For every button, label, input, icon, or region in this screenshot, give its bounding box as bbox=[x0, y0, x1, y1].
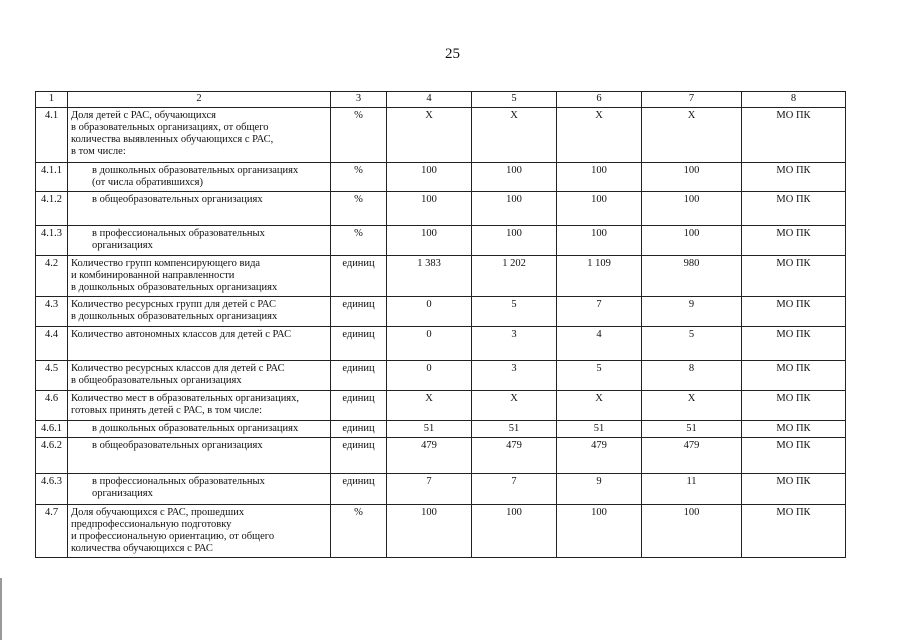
row-value-col5: 7 bbox=[472, 474, 557, 505]
row-value-col6: 100 bbox=[557, 192, 642, 226]
row-unit: % bbox=[331, 108, 387, 163]
row-value-col4: 51 bbox=[387, 421, 472, 438]
row-indicator-text: в общеобразовательных организациях bbox=[68, 438, 331, 474]
row-unit: % bbox=[331, 192, 387, 226]
row-value-col7: 11 bbox=[642, 474, 742, 505]
header-cell: 6 bbox=[557, 92, 642, 108]
row-value-col4: 100 bbox=[387, 192, 472, 226]
row-value-col7: Х bbox=[642, 391, 742, 421]
row-number: 4.6 bbox=[36, 391, 68, 421]
row-number: 4.1.2 bbox=[36, 192, 68, 226]
row-unit: единиц bbox=[331, 391, 387, 421]
row-value-col7: 980 bbox=[642, 256, 742, 297]
row-value-col6: 100 bbox=[557, 163, 642, 192]
table-row bbox=[36, 163, 846, 192]
table-row bbox=[36, 297, 846, 327]
table-row bbox=[36, 474, 846, 505]
row-number: 4.3 bbox=[36, 297, 68, 327]
row-value-col6: 1 109 bbox=[557, 256, 642, 297]
row-unit: % bbox=[331, 226, 387, 256]
row-indicator-text: Количество ресурсных групп для детей с РАС в дошкольных образовательных организациях bbox=[68, 297, 331, 327]
row-unit: единиц bbox=[331, 256, 387, 297]
row-indicator-text: в дошкольных образовательных организациях bbox=[68, 421, 331, 438]
row-value-col4: 100 bbox=[387, 163, 472, 192]
row-unit: единиц bbox=[331, 297, 387, 327]
row-value-col7: 51 bbox=[642, 421, 742, 438]
row-executor: МО ПК bbox=[742, 108, 846, 163]
table-row bbox=[36, 192, 846, 226]
row-indicator-text: в дошкольных образовательных организациях (от числа обратившихся) bbox=[68, 163, 331, 192]
header-cell: 7 bbox=[642, 92, 742, 108]
header-cell: 3 bbox=[331, 92, 387, 108]
row-indicator-text: Количество автономных классов для детей с РАС bbox=[68, 327, 331, 361]
row-executor: МО ПК bbox=[742, 226, 846, 256]
row-value-col5: Х bbox=[472, 391, 557, 421]
row-value-col6: 9 bbox=[557, 474, 642, 505]
row-value-col6: 4 bbox=[557, 327, 642, 361]
row-number: 4.1.3 bbox=[36, 226, 68, 256]
row-number: 4.6.2 bbox=[36, 438, 68, 474]
page-number: 25 bbox=[445, 46, 460, 62]
row-indicator-text: в общеобразовательных организациях bbox=[68, 192, 331, 226]
table-row bbox=[36, 327, 846, 361]
row-value-col5: 100 bbox=[472, 163, 557, 192]
row-value-col6: Х bbox=[557, 108, 642, 163]
row-value-col7: 9 bbox=[642, 297, 742, 327]
table-row bbox=[36, 361, 846, 391]
row-indicator-text: Количество ресурсных классов для детей с РАС в общеобразовательных организациях bbox=[68, 361, 331, 391]
row-executor: МО ПК bbox=[742, 474, 846, 505]
row-value-col6: 100 bbox=[557, 505, 642, 558]
row-value-col5: 1 202 bbox=[472, 256, 557, 297]
row-value-col4: 100 bbox=[387, 505, 472, 558]
row-value-col4: Х bbox=[387, 391, 472, 421]
row-value-col5: 3 bbox=[472, 327, 557, 361]
row-number: 4.4 bbox=[36, 327, 68, 361]
row-number: 4.6.3 bbox=[36, 474, 68, 505]
table-row bbox=[36, 226, 846, 256]
row-value-col7: 100 bbox=[642, 192, 742, 226]
row-indicator-text: в профессиональных образовательных организациях bbox=[68, 226, 331, 256]
row-value-col6: 5 bbox=[557, 361, 642, 391]
row-value-col4: 0 bbox=[387, 297, 472, 327]
row-value-col4: Х bbox=[387, 108, 472, 163]
row-number: 4.2 bbox=[36, 256, 68, 297]
row-value-col4: 479 bbox=[387, 438, 472, 474]
row-value-col6: 479 bbox=[557, 438, 642, 474]
table-row bbox=[36, 256, 846, 297]
row-value-col7: 8 bbox=[642, 361, 742, 391]
header-row bbox=[36, 92, 846, 108]
row-unit: единиц bbox=[331, 361, 387, 391]
row-executor: МО ПК bbox=[742, 327, 846, 361]
indicator-table bbox=[35, 91, 846, 558]
row-value-col7: Х bbox=[642, 108, 742, 163]
row-value-col6: Х bbox=[557, 391, 642, 421]
row-executor: МО ПК bbox=[742, 192, 846, 226]
table-row bbox=[36, 108, 846, 163]
row-number: 4.1 bbox=[36, 108, 68, 163]
table-row bbox=[36, 421, 846, 438]
row-value-col7: 100 bbox=[642, 163, 742, 192]
row-indicator-text: Количество групп компенсирующего вида и комбинированной направленности в дошкольных образовательных организациях bbox=[68, 256, 331, 297]
row-value-col5: 100 bbox=[472, 505, 557, 558]
header-cell: 8 bbox=[742, 92, 846, 108]
row-value-col7: 5 bbox=[642, 327, 742, 361]
row-value-col7: 100 bbox=[642, 226, 742, 256]
row-number: 4.7 bbox=[36, 505, 68, 558]
row-executor: МО ПК bbox=[742, 163, 846, 192]
header-cell: 1 bbox=[36, 92, 68, 108]
row-value-col6: 51 bbox=[557, 421, 642, 438]
row-number: 4.1.1 bbox=[36, 163, 68, 192]
row-value-col5: Х bbox=[472, 108, 557, 163]
row-value-col4: 7 bbox=[387, 474, 472, 505]
row-indicator-text: Количество мест в образовательных организациях, готовых принять детей с РАС, в том числе: bbox=[68, 391, 331, 421]
row-unit: единиц bbox=[331, 474, 387, 505]
table-row bbox=[36, 391, 846, 421]
row-value-col5: 51 bbox=[472, 421, 557, 438]
row-value-col7: 100 bbox=[642, 505, 742, 558]
row-value-col4: 100 bbox=[387, 226, 472, 256]
table-row bbox=[36, 438, 846, 474]
table-body bbox=[36, 92, 846, 558]
row-executor: МО ПК bbox=[742, 505, 846, 558]
row-executor: МО ПК bbox=[742, 361, 846, 391]
row-value-col6: 7 bbox=[557, 297, 642, 327]
row-value-col5: 479 bbox=[472, 438, 557, 474]
table-row bbox=[36, 505, 846, 558]
row-value-col6: 100 bbox=[557, 226, 642, 256]
row-value-col7: 479 bbox=[642, 438, 742, 474]
header-cell: 4 bbox=[387, 92, 472, 108]
row-value-col4: 0 bbox=[387, 361, 472, 391]
scan-edge bbox=[0, 578, 2, 640]
row-value-col5: 100 bbox=[472, 192, 557, 226]
row-value-col5: 5 bbox=[472, 297, 557, 327]
row-unit: единиц bbox=[331, 327, 387, 361]
row-value-col5: 100 bbox=[472, 226, 557, 256]
row-indicator-text: в профессиональных образовательных организациях bbox=[68, 474, 331, 505]
row-value-col4: 1 383 bbox=[387, 256, 472, 297]
row-number: 4.6.1 bbox=[36, 421, 68, 438]
row-number: 4.5 bbox=[36, 361, 68, 391]
row-executor: МО ПК bbox=[742, 391, 846, 421]
header-cell: 5 bbox=[472, 92, 557, 108]
row-unit: единиц bbox=[331, 438, 387, 474]
row-unit: % bbox=[331, 505, 387, 558]
row-executor: МО ПК bbox=[742, 297, 846, 327]
row-unit: % bbox=[331, 163, 387, 192]
row-executor: МО ПК bbox=[742, 421, 846, 438]
header-cell: 2 bbox=[68, 92, 331, 108]
row-executor: МО ПК bbox=[742, 438, 846, 474]
row-indicator-text: Доля обучающихся с РАС, прошедших предпрофессиональную подготовку и профессиональную ориентацию, от общего количества обучающихся с РАС bbox=[68, 505, 331, 558]
row-indicator-text: Доля детей с РАС, обучающихся в образовательных организациях, от общего количества выявленных обучающихся с РАС, в том числе: bbox=[68, 108, 331, 163]
row-value-col4: 0 bbox=[387, 327, 472, 361]
row-executor: МО ПК bbox=[742, 256, 846, 297]
row-value-col5: 3 bbox=[472, 361, 557, 391]
row-unit: единиц bbox=[331, 421, 387, 438]
